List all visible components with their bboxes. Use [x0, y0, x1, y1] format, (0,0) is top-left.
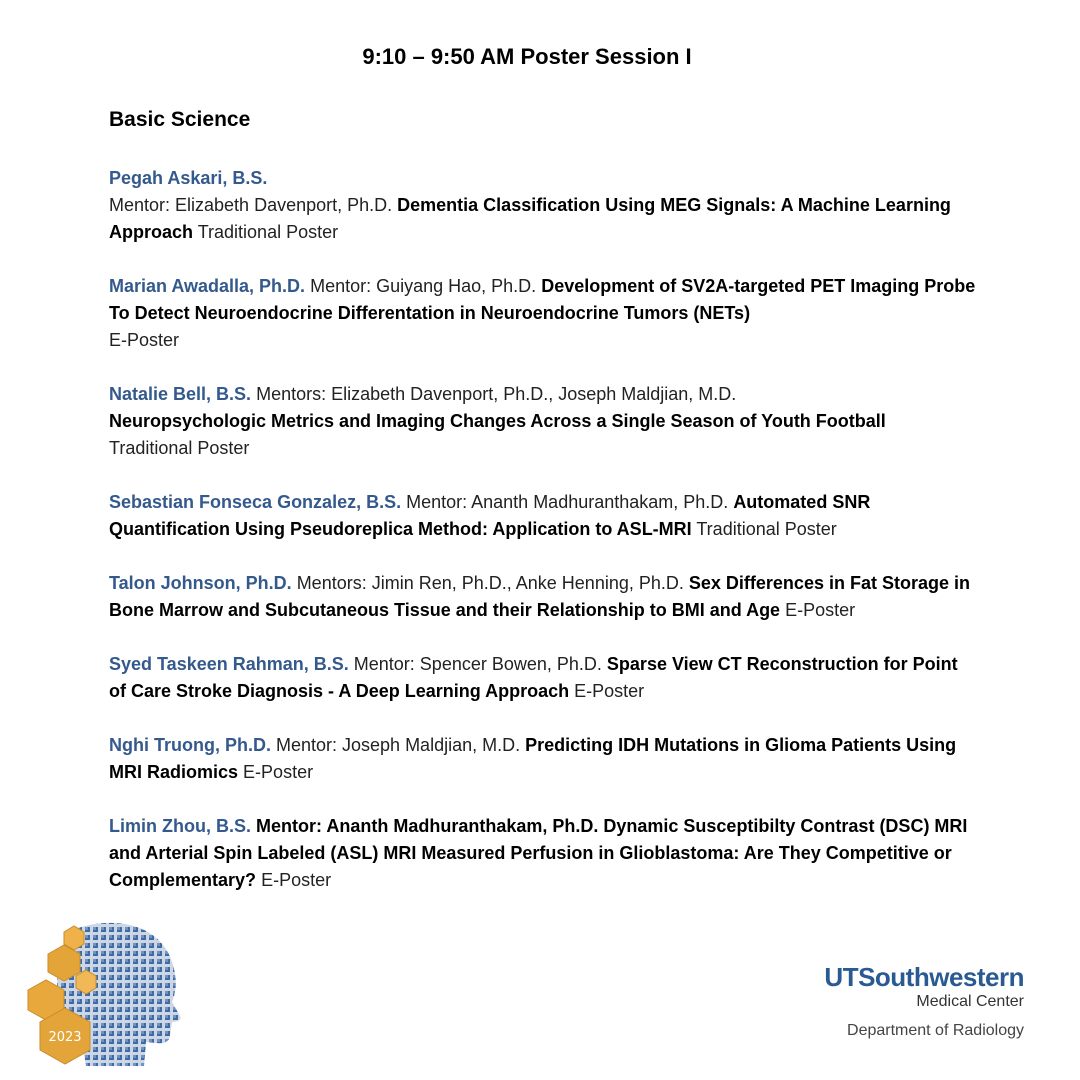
poster-title: Predicting IDH Mutations in Glioma Patients Using MRI Radiomics [109, 735, 957, 782]
department-name: Department of Radiology [847, 1022, 1024, 1039]
poster-entry [109, 732, 979, 786]
institution-wordmark: UTSouthwestern [824, 962, 1024, 992]
poster-type: E-Poster [109, 330, 180, 350]
logo-year: 2023 [48, 1030, 82, 1045]
section-heading: Basic Science [109, 108, 251, 131]
mentor-info: Mentor: Guiyang Hao, Ph.D. [310, 276, 537, 296]
poster-type: E-Poster [785, 600, 856, 620]
presenter-name: Talon Johnson, Ph.D. [109, 573, 292, 593]
presenter-name: Natalie Bell, B.S. [109, 384, 252, 404]
institution-subtitle: Medical Center [916, 993, 1024, 1010]
poster-type: E-Poster [243, 762, 314, 782]
poster-title: Development of SV2A-targeted PET Imaging Probe To Detect Neuroendocrine Differentation in Neuroendocrine Tumors (NETs) [109, 276, 976, 323]
poster-list [109, 165, 979, 921]
poster-entry [109, 273, 979, 354]
poster-entry [109, 813, 979, 894]
presenter-name: Pegah Askari, B.S. [109, 168, 268, 188]
session-title: 9:10 – 9:50 AM Poster Session I [362, 44, 692, 69]
mentor-info: Mentor: Elizabeth Davenport, Ph.D. [109, 195, 393, 215]
mentor-info: Mentors: Elizabeth Davenport, Ph.D., Joseph Maldjian, M.D. [256, 384, 737, 404]
poster-type: Traditional Poster [197, 222, 339, 242]
poster-type: Traditional Poster [696, 519, 837, 539]
poster-title: Automated SNR Quantification Using Pseudoreplica Method: Application to ASL-MRI [109, 492, 871, 539]
poster-title: Dementia Classification Using MEG Signals: A Machine Learning Approach [109, 195, 951, 242]
presenter-name: Syed Taskeen Rahman, B.S. [109, 654, 349, 674]
mentor-info: Mentor: Ananth Madhuranthakam, Ph.D. [406, 492, 729, 512]
poster-title: Dynamic Susceptibilty Contrast (DSC) MRI and Arterial Spin Labeled (ASL) MRI Measured Perfusion in Glioblastoma: Are They Competitive or Complementary? [109, 816, 968, 890]
poster-type: E-Poster [574, 681, 645, 701]
mentor-info: Mentor: Joseph Maldjian, M.D. [276, 735, 521, 755]
poster-entry [109, 651, 979, 705]
mentor-info: Mentor: Spencer Bowen, Ph.D. [353, 654, 602, 674]
mentor-info: Mentor: Ananth Madhuranthakam, Ph.D. [256, 816, 599, 836]
poster-title: Sparse View CT Reconstruction for Point of Care Stroke Diagnosis - A Deep Learning Approach [109, 654, 958, 701]
presenter-name: Sebastian Fonseca Gonzalez, B.S. [109, 492, 402, 512]
presenter-name: Marian Awadalla, Ph.D. [109, 276, 306, 296]
mentor-info: Mentors: Jimin Ren, Ph.D., Anke Henning, Ph.D. [296, 573, 684, 593]
poster-type: E-Poster [261, 870, 332, 890]
poster-entry [109, 489, 979, 543]
poster-entry [109, 165, 979, 246]
conference-logo [20, 918, 200, 1068]
poster-type: Traditional Poster [109, 438, 250, 458]
ut-southwestern-logo [824, 962, 1024, 1042]
poster-entry [109, 381, 979, 462]
poster-entry [109, 570, 979, 624]
poster-title: Sex Differences in Fat Storage in Bone Marrow and Subcutaneous Tissue and their Relationship to BMI and Age [109, 573, 970, 620]
poster-title: Neuropsychologic Metrics and Imaging Changes Across a Single Season of Youth Football [109, 411, 886, 431]
presenter-name: Limin Zhou, B.S. [109, 816, 251, 836]
presenter-name: Nghi Truong, Ph.D. [109, 735, 271, 755]
